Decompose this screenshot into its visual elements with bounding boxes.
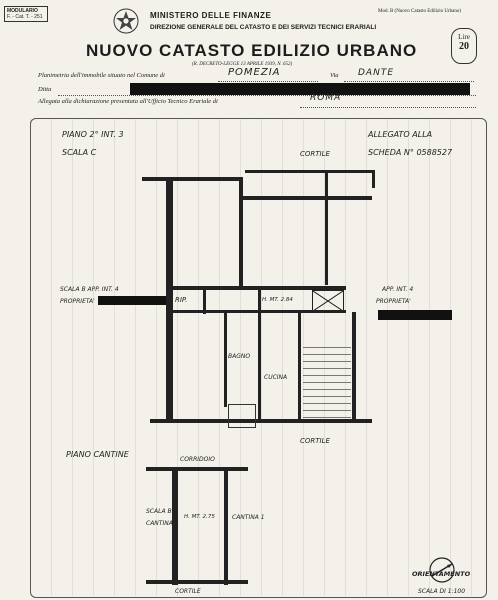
- piano-label: PIANO 2° INT. 3: [62, 130, 124, 139]
- cortile-top-label: CORTILE: [300, 150, 330, 158]
- cortile-bottom-label: CORTILE: [300, 437, 330, 445]
- stair-box: [312, 290, 344, 312]
- emblem-icon: [112, 6, 140, 36]
- ditta-label: Ditta: [38, 86, 52, 93]
- form-code-line1: MODULARIO: [7, 8, 38, 14]
- ufficio-line: [300, 106, 476, 108]
- piano-cantine-label: PIANO CANTINE: [66, 450, 129, 459]
- proprieta-right-label: PROPRIETA': [376, 298, 411, 305]
- wall-top-right: [245, 170, 375, 173]
- wall-bagno-right: [258, 312, 261, 422]
- cantine-wall-right: [224, 467, 228, 585]
- comune-value: POMEZIA: [228, 67, 281, 78]
- price-value: 20: [459, 41, 469, 52]
- via-label: Via: [330, 72, 339, 79]
- wall-right-top: [372, 170, 375, 188]
- wall-cucina-right: [298, 312, 301, 422]
- scala-ratio-label: SCALA DI 1:100: [418, 588, 466, 595]
- cantina-4-label: CANTINA 4: [146, 520, 179, 527]
- wall-vert-1: [166, 177, 173, 422]
- direction-title: DIREZIONE GENERALE DEL CATASTO E DEI SERVIZI TECNICI ERARIALI: [150, 24, 377, 31]
- compass-icon: [428, 556, 456, 584]
- via-value: DANTE: [358, 68, 395, 78]
- wall-vert-4: [203, 286, 206, 314]
- planimetria-label: Planimetria dell'immobile situato nel Comune di: [38, 72, 165, 79]
- scala-c-label: SCALA C: [62, 148, 97, 157]
- ditta-redaction: [130, 83, 470, 95]
- bagno-label: BAGNO: [228, 353, 251, 360]
- wall-bottom: [150, 419, 372, 423]
- main-title: NUOVO CATASTO EDILIZIO URBANO: [86, 41, 418, 60]
- wall-mid-horizontal: [240, 196, 372, 200]
- wall-vert-3: [325, 170, 328, 285]
- form-code-box: [4, 6, 48, 22]
- form-code-line2: F. - Cat. T. - 251: [7, 14, 43, 20]
- wall-vert-2: [239, 177, 243, 287]
- cortile-cantine-label: CORTILE: [175, 588, 201, 595]
- wall-vert-5: [258, 286, 261, 314]
- orientamento-label: ORIENTAMENTO: [412, 570, 471, 578]
- cantina-height-label: H. MT. 2.75: [184, 514, 215, 520]
- cantine-wall-bottom: [146, 580, 248, 584]
- height-label: H. MT. 2.84: [262, 297, 293, 303]
- price-label: Lire: [458, 33, 470, 41]
- mod-label: Mod. B (Nuovo Catasto Edilizio Urbano): [378, 9, 462, 14]
- corridoio-label: CORRIDOIO: [180, 456, 215, 463]
- via-line: [344, 80, 474, 82]
- redaction-right: [378, 310, 452, 320]
- ufficio-value: ROMA: [310, 93, 342, 103]
- cucina-label: CUCINA: [264, 374, 288, 381]
- stair-well: [303, 345, 351, 418]
- decree-line: (R. DECRETO-LEGGE 13 APRILE 1939, N. 652): [192, 62, 293, 67]
- scala-b-cantina-label: SCALA B: [146, 508, 172, 515]
- redaction-left: [98, 296, 166, 305]
- allegata-label: Allegata alla dichiarazione presentata all'Ufficio Tecnico Erariale di: [38, 98, 218, 105]
- wall-stair-right: [352, 312, 356, 422]
- price-stamp: [451, 28, 477, 64]
- cantina-1-label: CANTINA 1: [232, 514, 265, 521]
- cantine-wall-top: [146, 467, 248, 471]
- scala-b-left-label: SCALA B APP. INT. 4: [60, 286, 119, 293]
- wall-bagno-left: [224, 312, 227, 407]
- app-int-right-label: APP. INT. 4: [382, 286, 414, 293]
- rip-label: RIP.: [175, 296, 188, 304]
- wall-top-left: [142, 177, 242, 181]
- entry-door: [228, 404, 256, 428]
- comune-line: [218, 80, 318, 82]
- scheda-label: SCHEDA N° 0588527: [368, 148, 453, 157]
- allegato-label: ALLEGATO ALLA: [368, 130, 433, 139]
- ministry-title: MINISTERO DELLE FINANZE: [150, 11, 272, 20]
- proprieta-left-label: PROPRIETA': [60, 298, 95, 305]
